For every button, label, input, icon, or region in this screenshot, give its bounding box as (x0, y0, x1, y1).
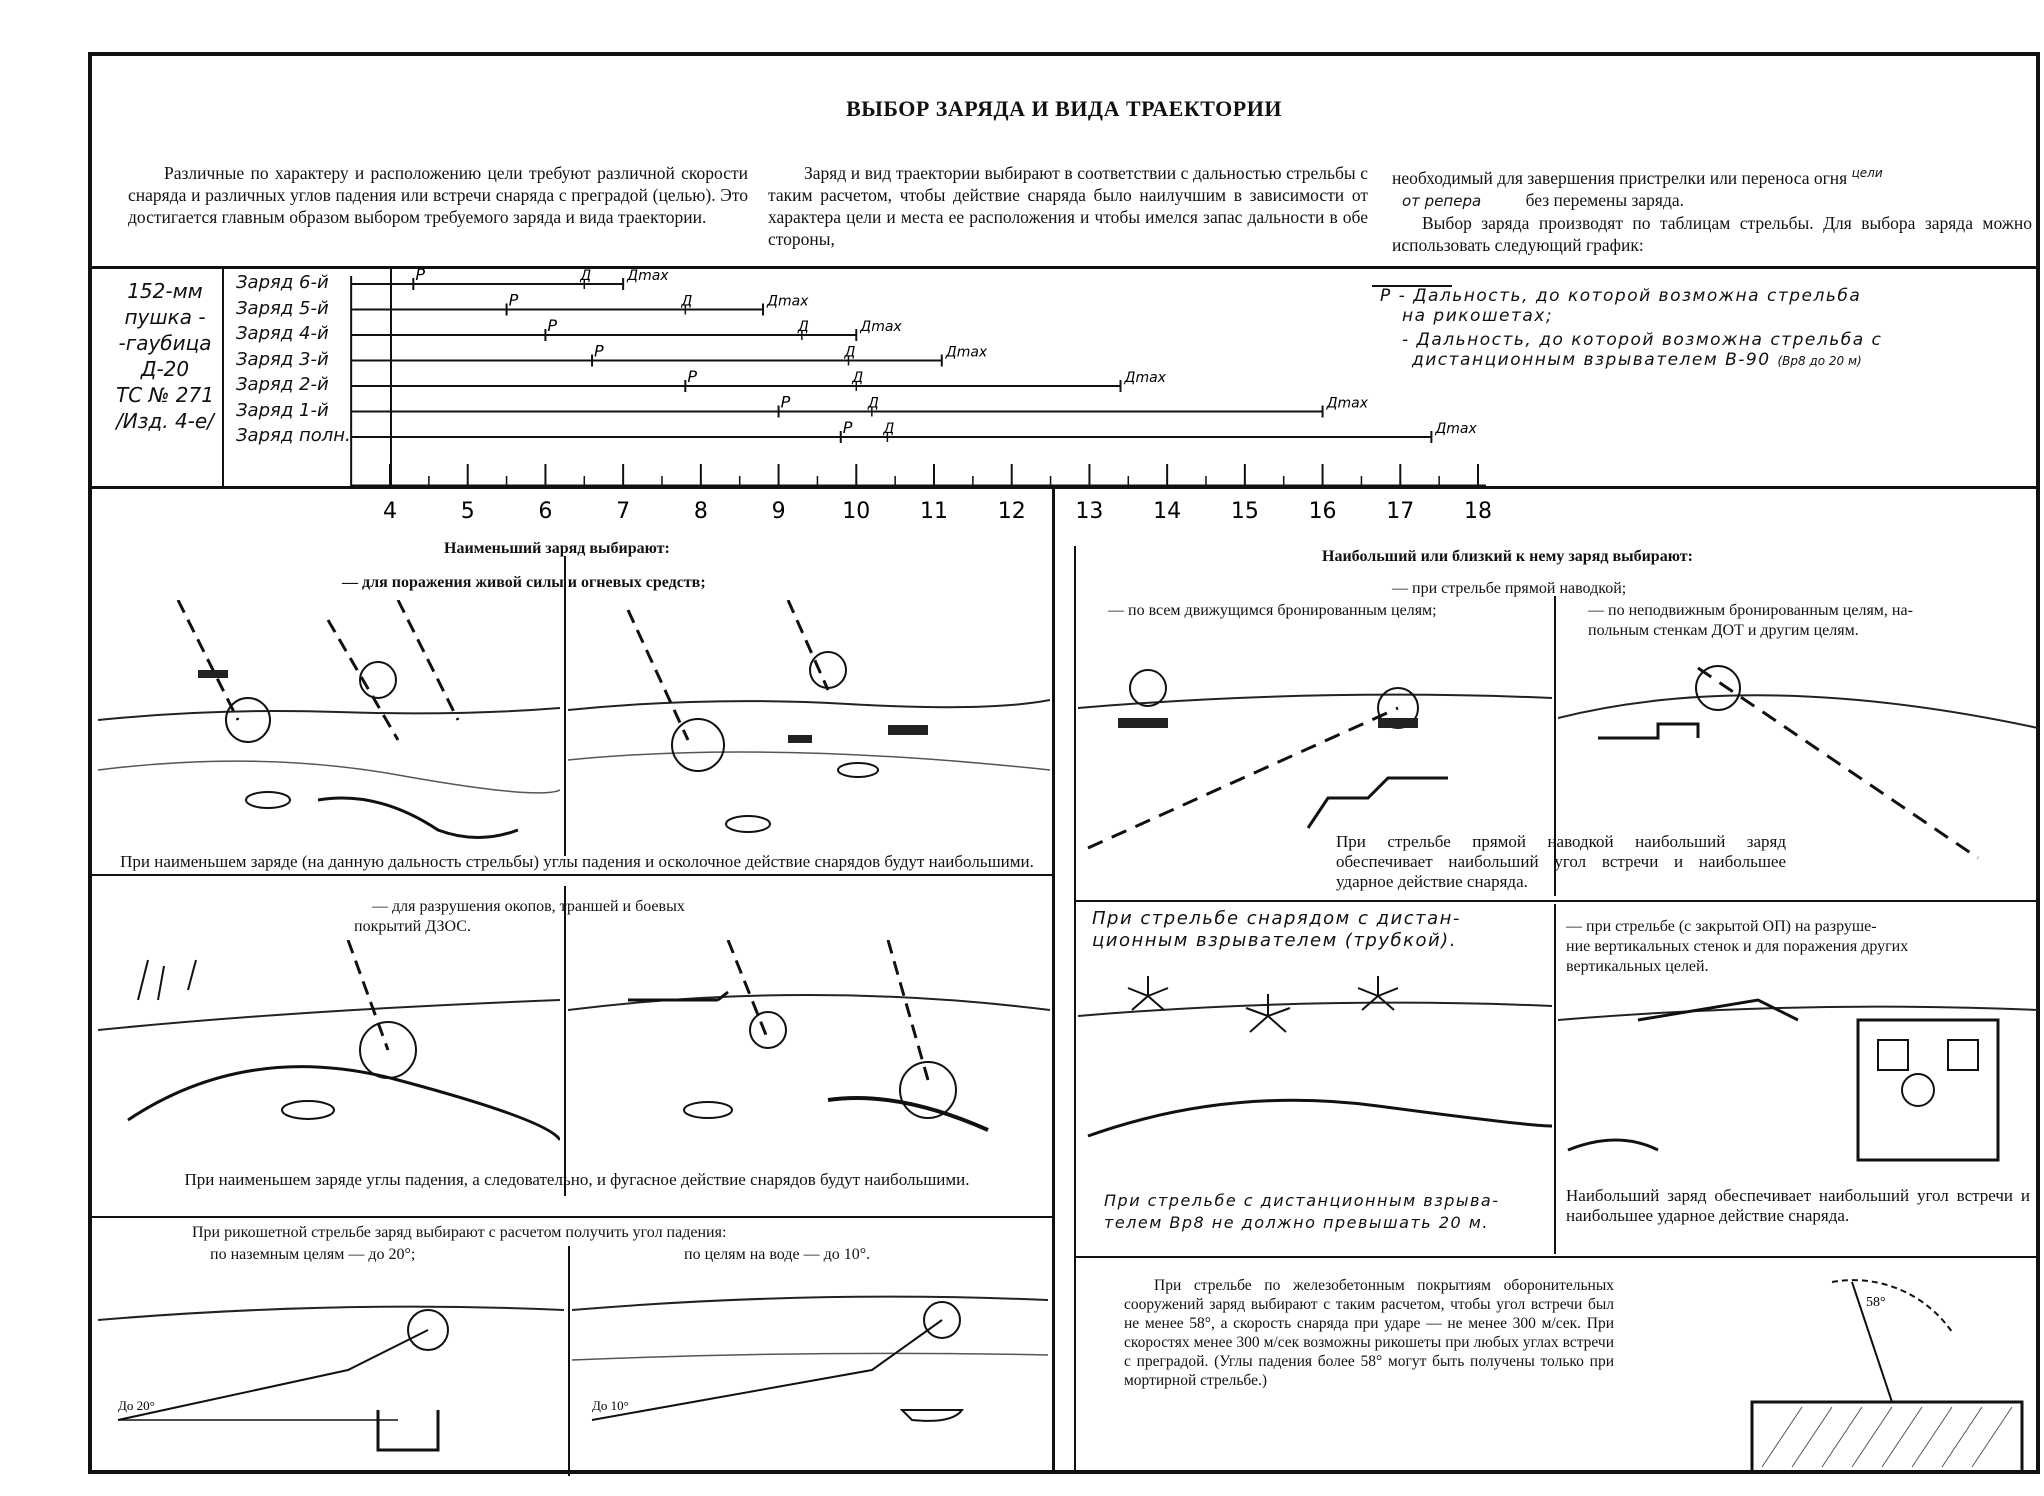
d-label: Д (580, 268, 592, 284)
p-label: Р (508, 290, 519, 310)
sketch-moving-armor-svg (1078, 628, 1552, 860)
center-divider (1052, 488, 1055, 1474)
legend-fuze (1402, 330, 1882, 371)
axis-tick-label: 16 (1308, 499, 1337, 524)
sketch-gun-position (568, 600, 1050, 852)
left-sub-2b: покрытий ДЗОС. (354, 918, 471, 935)
ricochet-ground: по наземным целям — до 20°; (210, 1246, 416, 1263)
right-caption-closed: Наибольший заряд обеспечивает наибольший угол встречи и наибольшее ударное действие снаряда. (1566, 1186, 2030, 1225)
charge-label: Заряд 1-й (236, 399, 329, 421)
legend-d-text-1: - Дальность, до которой возможна стрельба с (1402, 330, 1883, 350)
firing-table-number: ТС № 271 (116, 383, 214, 407)
p-label: Р (687, 367, 697, 386)
gun-type-line-2: пушка - (124, 305, 206, 329)
hand-title-a: При стрельбе снарядом с дистан- (1092, 908, 1461, 929)
right-sub-direct: — при стрельбе прямой наводкой; (1392, 580, 1627, 597)
axis-tick-label: 18 (1464, 499, 1492, 524)
d-label: Д (797, 319, 809, 335)
right-sub-closed-c: вертикальных целей. (1566, 958, 1709, 975)
legend-d-note: (Вр8 до 20 м) (1777, 354, 1862, 368)
handwritten-reference: от репера (1402, 191, 1482, 210)
sketch-trench-destruction-svg (98, 940, 560, 1172)
dmax-label: Дmax (767, 293, 809, 310)
sketch-ricochet-water-svg (572, 1270, 1048, 1470)
ricochet-heading: При рикошетной стрельбе заряд выбирают с расчетом получить угол падения: (192, 1224, 727, 1241)
right-sub-static-b: польным стенкам ДОТ и другим целям. (1588, 622, 1859, 639)
charge-label: Заряд 4-й (236, 323, 329, 344)
left-heading: Наименьший заряд выбирают: (444, 540, 670, 557)
axis-tick-label: 10 (842, 499, 871, 524)
axis-tick-label: 12 (997, 499, 1026, 524)
right-sub-closed-a: — при стрельбе (с закрытой ОП) на разруше- (1566, 918, 1877, 935)
left-panel-divider-2 (564, 886, 566, 1196)
right-caption-direct: При стрельбе прямой наводкой наибольший заряд обеспечивает наибольший угол встречи и наибольшее ударное действие снаряда. (1336, 832, 1786, 891)
sketch-moving-armor (1078, 628, 1552, 860)
left-caption-2: При наименьшем заряде углы падения, а следовательно, и фугасное действие снарядов будут наибольшими. (184, 1170, 970, 1189)
gun-type-line-3: -гаубица (118, 331, 212, 355)
p-label: Р (780, 392, 791, 412)
axis-tick-label: 5 (460, 499, 475, 524)
hand-title-b: ционным взрывателем (трубкой). (1092, 930, 1457, 951)
gun-caliber: 152-мм (127, 279, 203, 303)
axis-tick-label: 4 (383, 499, 397, 524)
p-label: Р (415, 265, 425, 284)
axis-tick-label: 7 (616, 499, 631, 524)
sheet-frame (88, 52, 2040, 1474)
right-sub-closed-b: ние вертикальных стенок и для поражения других (1566, 938, 1909, 955)
center-divider-inner (1074, 546, 1076, 1474)
ricochet-water: по целям на воде — до 10°. (684, 1246, 871, 1263)
d-label: Д (852, 370, 864, 386)
charge-label: Заряд 5-й (236, 297, 329, 319)
firing-table-edition: /Изд. 4-е/ (116, 409, 214, 433)
dmax-label: Дmax (1124, 370, 1166, 386)
legend-p-symbol: Р (1380, 286, 1392, 306)
concrete-paragraph: При стрельбе по железобетонным покрытиям оборонительных сооружений заряд выбирают с таким расчетом, чтобы угол встречи был не менее 58°, а скорость снаряда при ударе — не менее 300 м/сек. При скоростях менее 300 м/сек возможны рикошеты при любых углах встречи с преградой. (Углы падения более 58° могут быть получены только при мортирной стрельбе.) (1124, 1277, 1614, 1389)
sketch-infantry-fire (98, 600, 560, 852)
sketch-vertical-walls-svg (1558, 980, 2038, 1180)
dmax-label: Дmax (860, 319, 902, 335)
gun-model: Д-20 (140, 357, 190, 381)
p-label: Р (547, 316, 558, 335)
sketch-static-armor (1558, 628, 2038, 860)
legend-d-text-2: дистанционным взрывателем В-90 (1412, 350, 1771, 370)
hand-note-b: телем Вр8 не должно превышать 20 м. (1104, 1213, 1489, 1232)
intro-col3-part-b: без перемены заряда. (1525, 189, 1685, 210)
left-panel-divider-1 (564, 556, 566, 856)
dmax-label: Дmax (945, 344, 988, 361)
intro-col3-part-a: необходимый для завершения пристрелки или переноса огня (1392, 167, 1848, 188)
sketch-infantry-fire-svg (98, 600, 560, 852)
dmax-label: Дmax (1435, 421, 1477, 437)
sketch-bunker-hit-svg (568, 940, 1050, 1172)
charge-label: Заряд полн. (236, 425, 351, 446)
legend-ricochet (1380, 286, 1861, 326)
intro-column-1: Различные по характеру и расположению цели требуют различной скорости снаряда и различных углов падения или встречи снаряда с преградой (целью). Это достигается главным образом выбором требуемого заряда и вида траектории. (128, 163, 748, 227)
handwritten-insert: цели (1851, 166, 1883, 180)
right-sub-static-a: — по неподвижным бронированным целям, на- (1588, 602, 1913, 619)
intro-column-2: Заряд и вид траектории выбирают в соответствии с дальностью стрельбы с таким расчетом, чтобы действие снаряда было наилучшим в зависимости от характера цели и места ее расположения и чтобы имелся запас дальности в обе стороны, (768, 163, 1368, 249)
sketch-concrete-impact-svg (1652, 1272, 2032, 1472)
d-label: Д (867, 395, 879, 412)
sketch-concrete-impact (1652, 1272, 2032, 1472)
right-panel-divider-2 (1554, 904, 1556, 1254)
charge-label: Заряд 2-й (236, 374, 329, 395)
hand-note-a: При стрельбе с дистанционным взрыва- (1104, 1191, 1500, 1210)
axis-tick-label: 14 (1153, 499, 1182, 524)
axis-tick-label: 6 (538, 499, 553, 524)
left-sub-1: — для поражения живой силы и огневых средств; (342, 574, 706, 591)
sketch-trench-destruction (98, 940, 560, 1172)
page-title: ВЫБОР ЗАРЯДА И ВИДА ТРАЕКТОРИИ (846, 96, 1282, 121)
axis-tick-label: 9 (771, 499, 786, 524)
d-label: Д (681, 293, 693, 310)
sketch-ricochet-ground-svg (98, 1270, 564, 1470)
left-row-divider-2 (92, 1216, 1052, 1218)
sketch-ricochet-water (572, 1270, 1048, 1470)
concrete-angle-label: 58° (1866, 1295, 1886, 1310)
dmax-label: Дmax (627, 268, 669, 284)
sketch-airburst (1078, 956, 1552, 1186)
sketch-ricochet-ground (98, 1270, 564, 1470)
sketch-airburst-svg (1078, 956, 1552, 1186)
axis-tick-label: 11 (920, 499, 948, 524)
charge-label: Заряд 3-й (236, 348, 329, 370)
p-label: Р (842, 418, 853, 437)
axis-tick-label: 8 (693, 499, 708, 524)
charge-label: Заряд 6-й (236, 272, 329, 293)
dmax-label: Дmax (1326, 395, 1369, 412)
legend-p-text-1: - Дальность, до которой возможна стрельба (1398, 286, 1862, 306)
left-panel-divider-3 (568, 1246, 570, 1476)
intro-col3-part-c: Выбор заряда производят по таблицам стрельбы. Для выбора заряда можно использовать следующий график: (1392, 212, 2032, 255)
axis-tick-label: 17 (1386, 499, 1415, 524)
sketch-bunker-hit (568, 940, 1050, 1172)
sketch-static-armor-svg (1558, 628, 2038, 860)
right-row-divider-2 (1076, 1256, 2040, 1258)
axis-tick-label: 15 (1230, 499, 1259, 524)
axis-tick-label: 13 (1075, 499, 1104, 524)
left-row-divider-1 (92, 874, 1052, 876)
left-caption-1: При наименьшем заряде (на данную дальность стрельбы) углы падения и осколочное действие снарядов будут наибольшими. (120, 852, 1034, 871)
sketch-vertical-walls (1558, 980, 2038, 1180)
right-row-divider-1 (1076, 900, 2040, 902)
d-label: Д (883, 421, 895, 437)
ricochet-water-angle: До 10° (592, 1398, 629, 1413)
legend-p-text-2: на рикошетах; (1402, 306, 1554, 326)
p-label: Р (594, 341, 604, 361)
right-sub-moving: — по всем движущимся бронированным целям; (1108, 602, 1437, 619)
ricochet-ground-angle: До 20° (118, 1398, 155, 1413)
left-sub-2a: — для разрушения окопов, траншей и боевых (372, 898, 685, 915)
sketch-gun-position-svg (568, 600, 1050, 852)
d-label: Д (844, 344, 856, 361)
right-heading: Наибольший или близкий к нему заряд выбирают: (1322, 548, 1693, 565)
